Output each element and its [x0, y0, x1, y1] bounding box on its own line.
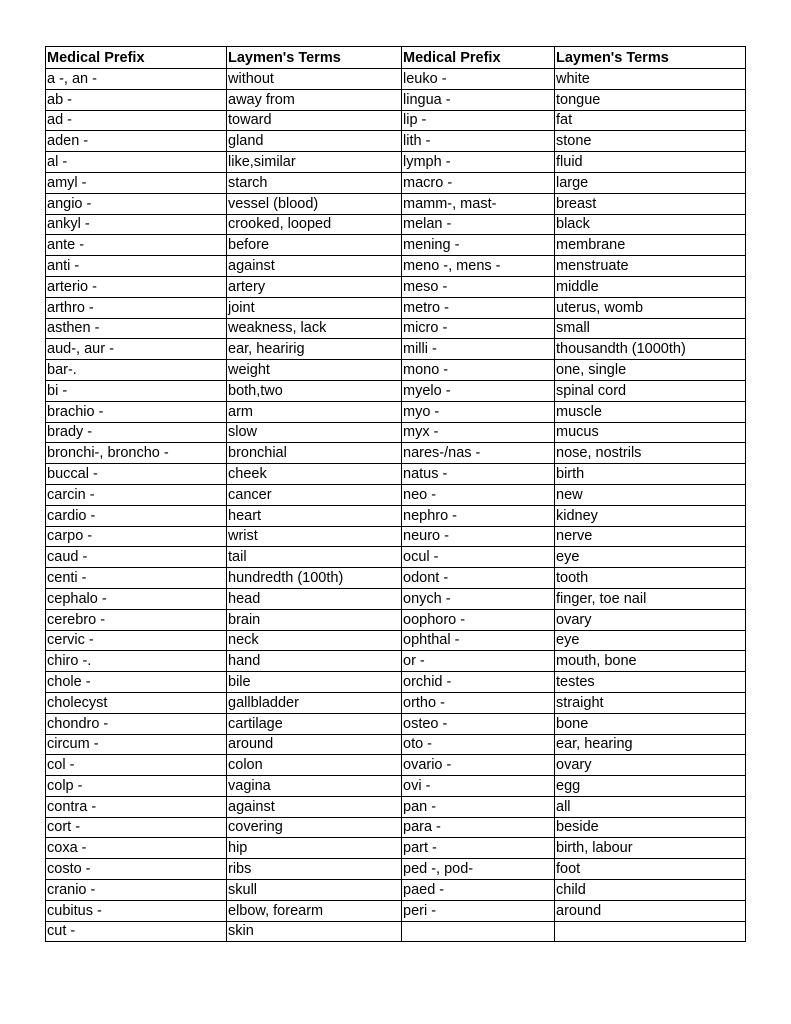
meaning-cell: hundredth (100th) [227, 568, 402, 589]
meaning-cell: against [227, 796, 402, 817]
meaning-cell: beside [555, 817, 746, 838]
table-row [46, 692, 746, 713]
prefix-cell: aden - [46, 131, 227, 152]
meaning-cell: stone [555, 131, 746, 152]
prefix-cell: mening - [402, 235, 555, 256]
table-row [46, 713, 746, 734]
prefix-cell: chondro - [46, 713, 227, 734]
prefix-cell: cranio - [46, 880, 227, 901]
table-row [46, 484, 746, 505]
table-header [46, 47, 746, 69]
meaning-cell: without [227, 69, 402, 90]
prefix-cell: ovi - [402, 776, 555, 797]
table-row [46, 588, 746, 609]
meaning-cell: around [555, 900, 746, 921]
prefix-cell: lingua - [402, 89, 555, 110]
prefix-cell: circum - [46, 734, 227, 755]
meaning-cell: before [227, 235, 402, 256]
prefix-cell: bar-. [46, 360, 227, 381]
prefix-cell: osteo - [402, 713, 555, 734]
prefix-cell: part - [402, 838, 555, 859]
meaning-cell: slow [227, 422, 402, 443]
meaning-cell: bronchial [227, 443, 402, 464]
meaning-cell: both,two [227, 380, 402, 401]
prefix-cell: a -, an - [46, 69, 227, 90]
table-row [46, 276, 746, 297]
prefix-cell: meso - [402, 276, 555, 297]
prefix-cell: coxa - [46, 838, 227, 859]
prefix-cell: paed - [402, 880, 555, 901]
prefix-cell: meno -, mens - [402, 256, 555, 277]
prefix-cell: neuro - [402, 526, 555, 547]
meaning-cell: foot [555, 859, 746, 880]
meaning-cell: membrane [555, 235, 746, 256]
prefix-cell: mono - [402, 360, 555, 381]
table-row [46, 776, 746, 797]
meaning-cell [555, 921, 746, 942]
prefix-cell: macro - [402, 172, 555, 193]
table-row [46, 443, 746, 464]
prefix-table [45, 46, 746, 942]
table-row [46, 172, 746, 193]
prefix-cell: bi - [46, 380, 227, 401]
table-row [46, 900, 746, 921]
table-row [46, 256, 746, 277]
meaning-cell: birth [555, 464, 746, 485]
prefix-cell: milli - [402, 339, 555, 360]
prefix-cell: amyl - [46, 172, 227, 193]
meaning-cell: elbow, forearm [227, 900, 402, 921]
meaning-cell: like,similar [227, 152, 402, 173]
meaning-cell: starch [227, 172, 402, 193]
prefix-cell: cort - [46, 817, 227, 838]
prefix-cell: oto - [402, 734, 555, 755]
prefix-cell: carcin - [46, 484, 227, 505]
meaning-cell: uterus, womb [555, 297, 746, 318]
meaning-cell: eye [555, 630, 746, 651]
prefix-cell: arterio - [46, 276, 227, 297]
table-row [46, 401, 746, 422]
prefix-cell: cut - [46, 921, 227, 942]
meaning-cell: nose, nostrils [555, 443, 746, 464]
prefix-cell: mamm-, mast- [402, 193, 555, 214]
prefix-cell: anti - [46, 256, 227, 277]
meaning-cell: toward [227, 110, 402, 131]
table-row [46, 609, 746, 630]
meaning-cell: menstruate [555, 256, 746, 277]
meaning-cell: heart [227, 505, 402, 526]
prefix-cell: carpo - [46, 526, 227, 547]
prefix-cell: chole - [46, 672, 227, 693]
meaning-cell: arm [227, 401, 402, 422]
prefix-cell: micro - [402, 318, 555, 339]
table-row [46, 297, 746, 318]
table-row [46, 318, 746, 339]
meaning-cell: egg [555, 776, 746, 797]
table-row [46, 734, 746, 755]
table-row [46, 568, 746, 589]
prefix-cell: caud - [46, 547, 227, 568]
table-row [46, 547, 746, 568]
meaning-cell: vagina [227, 776, 402, 797]
meaning-cell: breast [555, 193, 746, 214]
table-row [46, 380, 746, 401]
prefix-cell: ad - [46, 110, 227, 131]
meaning-cell: straight [555, 692, 746, 713]
meaning-cell: cheek [227, 464, 402, 485]
meaning-cell: fluid [555, 152, 746, 173]
meaning-cell: all [555, 796, 746, 817]
prefix-cell: ante - [46, 235, 227, 256]
meaning-cell: fat [555, 110, 746, 131]
meaning-cell: ovary [555, 755, 746, 776]
meaning-cell: gallbladder [227, 692, 402, 713]
meaning-cell: neck [227, 630, 402, 651]
prefix-cell: oophoro - [402, 609, 555, 630]
prefix-cell: contra - [46, 796, 227, 817]
table-row [46, 672, 746, 693]
prefix-cell: nephro - [402, 505, 555, 526]
meaning-cell: cartilage [227, 713, 402, 734]
table-body [46, 69, 746, 942]
prefix-cell: col - [46, 755, 227, 776]
prefix-cell: odont - [402, 568, 555, 589]
table-row [46, 422, 746, 443]
meaning-cell: testes [555, 672, 746, 693]
prefix-cell: ab - [46, 89, 227, 110]
meaning-cell: artery [227, 276, 402, 297]
prefix-cell: costo - [46, 859, 227, 880]
meaning-cell: white [555, 69, 746, 90]
header-row [46, 47, 746, 69]
meaning-cell: muscle [555, 401, 746, 422]
prefix-cell: al - [46, 152, 227, 173]
prefix-cell: myelo - [402, 380, 555, 401]
meaning-cell: new [555, 484, 746, 505]
prefix-cell: lip - [402, 110, 555, 131]
meaning-cell: ribs [227, 859, 402, 880]
meaning-cell: tail [227, 547, 402, 568]
prefix-cell: brachio - [46, 401, 227, 422]
prefix-cell: leuko - [402, 69, 555, 90]
meaning-cell: gland [227, 131, 402, 152]
prefix-cell: myx - [402, 422, 555, 443]
prefix-cell: bronchi-, broncho - [46, 443, 227, 464]
meaning-cell: covering [227, 817, 402, 838]
table-row [46, 214, 746, 235]
meaning-cell: head [227, 588, 402, 609]
table-row [46, 651, 746, 672]
table-row [46, 464, 746, 485]
meaning-cell: thousandth (1000th) [555, 339, 746, 360]
meaning-cell: away from [227, 89, 402, 110]
meaning-cell: brain [227, 609, 402, 630]
prefix-cell: chiro -. [46, 651, 227, 672]
prefix-cell: or - [402, 651, 555, 672]
table-row [46, 152, 746, 173]
prefix-cell: cervic - [46, 630, 227, 651]
meaning-cell: spinal cord [555, 380, 746, 401]
meaning-cell: child [555, 880, 746, 901]
table-row [46, 110, 746, 131]
prefix-cell: metro - [402, 297, 555, 318]
meaning-cell: mouth, bone [555, 651, 746, 672]
prefix-cell: cholecyst [46, 692, 227, 713]
header-laymens-terms-left: Laymen's Terms [227, 47, 402, 69]
meaning-cell: wrist [227, 526, 402, 547]
meaning-cell: ear, hearing [555, 734, 746, 755]
meaning-cell: mucus [555, 422, 746, 443]
meaning-cell: hip [227, 838, 402, 859]
prefix-cell: cephalo - [46, 588, 227, 609]
table-row [46, 755, 746, 776]
meaning-cell: middle [555, 276, 746, 297]
table-row [46, 526, 746, 547]
meaning-cell: finger, toe nail [555, 588, 746, 609]
table-row [46, 69, 746, 90]
table-row [46, 235, 746, 256]
meaning-cell: one, single [555, 360, 746, 381]
meaning-cell: ovary [555, 609, 746, 630]
prefix-cell: angio - [46, 193, 227, 214]
prefix-cell: para - [402, 817, 555, 838]
prefix-cell: pan - [402, 796, 555, 817]
table-row [46, 838, 746, 859]
meaning-cell: tongue [555, 89, 746, 110]
table-row [46, 817, 746, 838]
prefix-cell: cerebro - [46, 609, 227, 630]
meaning-cell: small [555, 318, 746, 339]
prefix-cell: orchid - [402, 672, 555, 693]
meaning-cell: nerve [555, 526, 746, 547]
prefix-cell: buccal - [46, 464, 227, 485]
prefix-cell: myo - [402, 401, 555, 422]
table-row [46, 131, 746, 152]
meaning-cell: birth, labour [555, 838, 746, 859]
prefix-cell: cubitus - [46, 900, 227, 921]
table-row [46, 339, 746, 360]
prefix-cell: natus - [402, 464, 555, 485]
meaning-cell: cancer [227, 484, 402, 505]
meaning-cell: large [555, 172, 746, 193]
meaning-cell: eye [555, 547, 746, 568]
prefix-cell: onych - [402, 588, 555, 609]
table-row [46, 630, 746, 651]
meaning-cell: around [227, 734, 402, 755]
prefix-cell: colp - [46, 776, 227, 797]
meaning-cell: ear, hearirig [227, 339, 402, 360]
header-laymens-terms-right: Laymen's Terms [555, 47, 746, 69]
table-row [46, 859, 746, 880]
meaning-cell: tooth [555, 568, 746, 589]
prefix-cell: cardio - [46, 505, 227, 526]
prefix-cell: aud-, aur - [46, 339, 227, 360]
meaning-cell: bile [227, 672, 402, 693]
meaning-cell: bone [555, 713, 746, 734]
meaning-cell: black [555, 214, 746, 235]
prefix-cell: ortho - [402, 692, 555, 713]
prefix-cell: asthen - [46, 318, 227, 339]
meaning-cell: skin [227, 921, 402, 942]
meaning-cell: colon [227, 755, 402, 776]
header-medical-prefix-right: Medical Prefix [402, 47, 555, 69]
table-row [46, 193, 746, 214]
meaning-cell: joint [227, 297, 402, 318]
meaning-cell: hand [227, 651, 402, 672]
meaning-cell: kidney [555, 505, 746, 526]
table-row [46, 360, 746, 381]
meaning-cell: weight [227, 360, 402, 381]
prefix-cell: melan - [402, 214, 555, 235]
prefix-cell: lymph - [402, 152, 555, 173]
prefix-cell: nares-/nas - [402, 443, 555, 464]
prefix-cell: peri - [402, 900, 555, 921]
table-row [46, 796, 746, 817]
prefix-cell: arthro - [46, 297, 227, 318]
prefix-cell: brady - [46, 422, 227, 443]
table-row [46, 505, 746, 526]
meaning-cell: crooked, looped [227, 214, 402, 235]
meaning-cell: vessel (blood) [227, 193, 402, 214]
header-medical-prefix-left: Medical Prefix [46, 47, 227, 69]
prefix-cell [402, 921, 555, 942]
prefix-cell: ped -, pod- [402, 859, 555, 880]
prefix-cell: ovario - [402, 755, 555, 776]
meaning-cell: weakness, lack [227, 318, 402, 339]
prefix-cell: ophthal - [402, 630, 555, 651]
meaning-cell: against [227, 256, 402, 277]
prefix-cell: lith - [402, 131, 555, 152]
prefix-cell: neo - [402, 484, 555, 505]
prefix-cell: ocul - [402, 547, 555, 568]
prefix-cell: ankyl - [46, 214, 227, 235]
prefix-cell: centi - [46, 568, 227, 589]
table-row [46, 89, 746, 110]
table-row [46, 921, 746, 942]
table-row [46, 880, 746, 901]
meaning-cell: skull [227, 880, 402, 901]
